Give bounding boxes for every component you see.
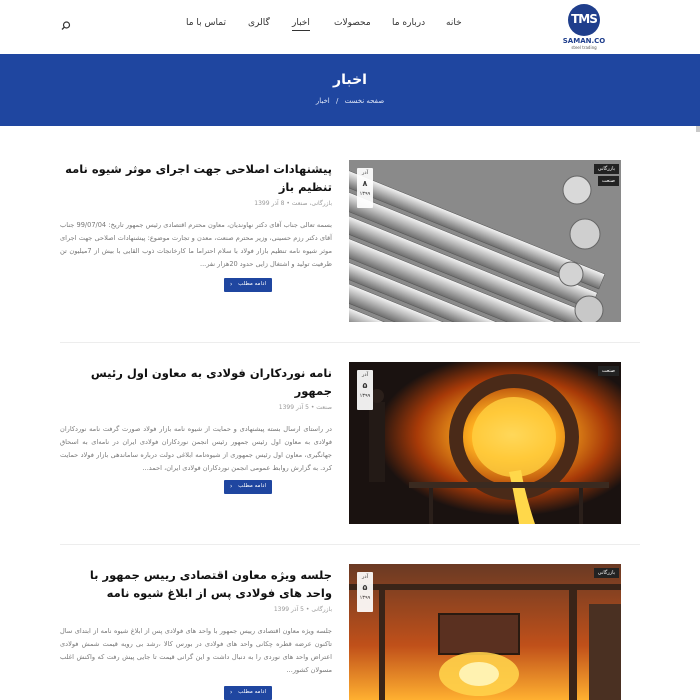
post-tags <box>594 164 619 188</box>
date-day: ۵ <box>362 583 368 592</box>
post-body <box>60 160 332 271</box>
chevron-left-icon: ‹ <box>230 281 233 288</box>
logo-subtitle: steel trading <box>571 45 597 50</box>
chevron-left-icon: ‹ <box>230 483 233 490</box>
post-tags <box>598 366 619 378</box>
read-more-label: ادامه مطلب <box>238 483 266 489</box>
date-badge <box>357 168 373 208</box>
search-icon[interactable] <box>60 20 72 32</box>
post-meta: بازرگانی • 5 آذر 1399 <box>273 606 332 613</box>
date-month: آذر <box>361 170 369 176</box>
date-badge <box>357 370 373 410</box>
post-title[interactable]: پیشنهادات اصلاحی جهت اجرای موثر شیوه نامه تنظیم باز <box>65 162 332 194</box>
nav-item-about[interactable]: درباره ما <box>392 18 426 28</box>
breadcrumb-home[interactable]: صفحه نخست <box>344 97 385 105</box>
post-title[interactable]: جلسه ویژه معاون اقتصادی رییس جمهور با واحد های فولادی پس از ابلاغ شیوه نامه <box>89 568 332 600</box>
scrollbar[interactable] <box>696 126 700 132</box>
post-tags <box>594 568 619 580</box>
breadcrumb-current: اخبار <box>315 97 330 105</box>
post-title[interactable]: نامه نوردکاران فولادی به معاون اول رئیس جمهور <box>90 366 332 398</box>
post-body <box>60 566 332 677</box>
date-year: ۱۳۹۹ <box>359 191 371 197</box>
post-body <box>60 364 332 475</box>
post-image-steel-bars[interactable] <box>349 160 621 322</box>
post-image-steel-plant[interactable] <box>349 564 621 700</box>
tag[interactable]: بازرگانی <box>594 568 619 578</box>
logo-mark <box>568 4 600 36</box>
logo-name: SAMAN.CO <box>562 37 606 45</box>
date-day: ۸ <box>362 179 368 188</box>
breadcrumb <box>0 97 700 105</box>
read-more-button[interactable] <box>224 278 272 292</box>
nav-item-gallery[interactable]: گالری <box>248 18 270 28</box>
read-more-label: ادامه مطلب <box>238 689 266 695</box>
read-more-label: ادامه مطلب <box>238 281 266 287</box>
nav-item-news[interactable]: اخبار <box>292 18 310 31</box>
tag[interactable]: صنعت <box>598 366 619 376</box>
site-logo[interactable] <box>562 4 606 50</box>
post-excerpt: بسمه تعالی جناب آقای دکتر نهاوندیان، معاون محترم اقتصادی رئیس جمهور تاریخ: 99/07/04 جناب آقای دکتر رزم حسینی، وزیر محترم صنعت، معدن و تجارت موضوع: پیشنهادات اصلاحی جهت اجرای موثر شیوه نامه تنظیم بازار فولاد با سلام احتراما ما کارخانجات ذوب القایی با بیش از 7میلیون تن ظرفیت تولید و اشتغال زایی حدود 20هزار نفر... <box>60 221 332 268</box>
site-header <box>0 0 700 54</box>
date-year: ۱۳۹۹ <box>359 595 371 601</box>
page-banner <box>0 54 700 126</box>
tag[interactable]: بازرگانی <box>594 164 619 174</box>
chevron-left-icon: ‹ <box>230 689 233 696</box>
date-month: آذر <box>361 574 369 580</box>
date-year: ۱۳۹۹ <box>359 393 371 399</box>
post-excerpt: جلسه ویژه معاون اقتصادی رییس جمهور با واحد های فولادی پس از ابلاغ شیوه نامه از ابتدای سال تاکنون عرضه قطره چکانی واحد های فولادی در بورس کالا ،رشد بی رویه قیمت شمش فولادی اعتراض واحد های نوردی را به دنبال داشت و این گرانی قیمت تا جایی پیش رفت که واکنش اغلب مسولان کشور... <box>60 627 332 674</box>
breadcrumb-separator: / <box>335 97 339 105</box>
divider <box>60 342 640 343</box>
nav-item-home[interactable]: خانه <box>446 18 462 28</box>
post-image-foundry-pour[interactable] <box>349 362 621 524</box>
date-month: آذر <box>361 372 369 378</box>
read-more-button[interactable] <box>224 686 272 700</box>
post-meta: بازرگانی، صنعت • 8 آذر 1399 <box>254 200 332 207</box>
logo-mark-text: TMS <box>571 12 597 26</box>
date-day: ۵ <box>362 381 368 390</box>
post-meta: صنعت • 5 آذر 1399 <box>278 404 332 411</box>
nav-item-contact[interactable]: تماس با ما <box>186 18 226 28</box>
nav-item-products[interactable]: محصولات <box>334 18 371 28</box>
tag[interactable]: صنعت <box>598 176 619 186</box>
page-title: اخبار <box>333 72 367 88</box>
read-more-button[interactable] <box>224 480 272 494</box>
post-excerpt: در راستای ارسال بسته پیشنهادی و حمایت از شیوه نامه بازار فولاد صورت گرفت نامه نوردکاران فولادی به معاون اول رئیس جمهور رئیس انجمن نوردکاران فولادی ایران در نامه‌ای به اسحاق جهانگیری، معاون اول رئیس جمهوری از شیوه‌نامه ابلاغی دولت درباره ساماندهی بازار فولاد حمایت کرد. به گزارش روابط عمومی انجمن نوردکاران فولادی ایران، احمد... <box>60 425 332 472</box>
date-badge <box>357 572 373 612</box>
divider <box>60 544 640 545</box>
